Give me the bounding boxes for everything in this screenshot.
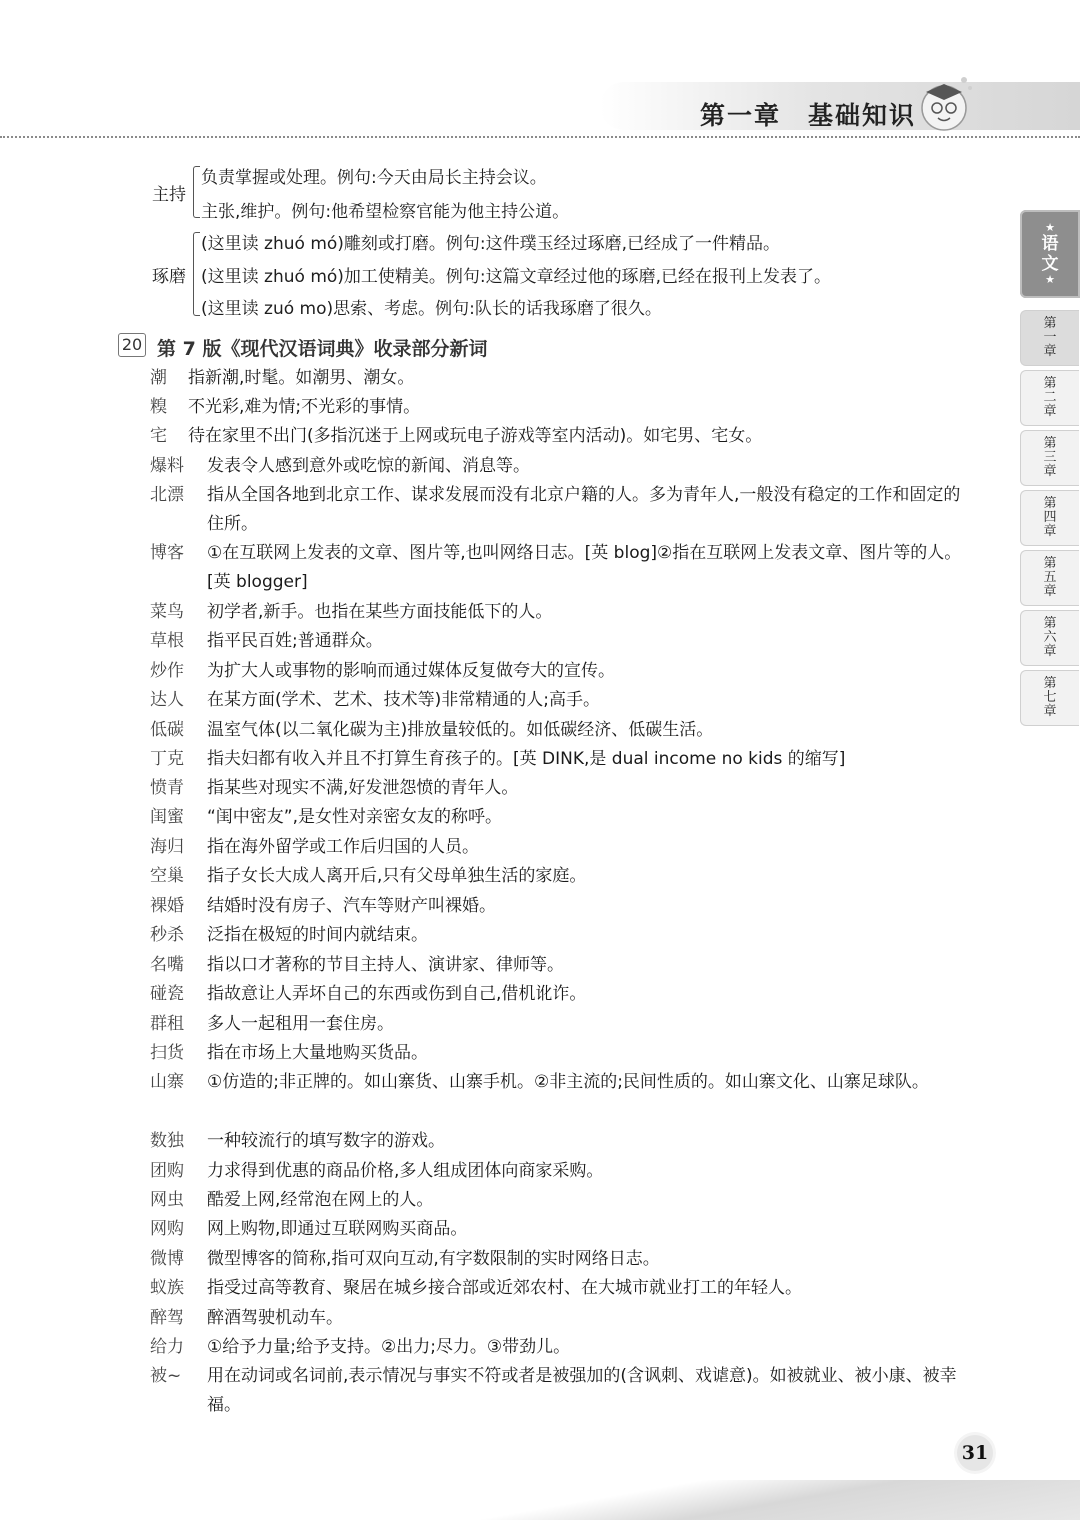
tab-label: 第	[1043, 676, 1057, 691]
entry-definition: 初学者,新手。也指在某些方面技能低下的人。	[207, 602, 553, 622]
tab-subject-label: 文	[1041, 254, 1059, 274]
entry-term: 闺蜜	[150, 807, 184, 827]
tab-label: 一	[1043, 330, 1057, 345]
tab-label: 章	[1043, 524, 1057, 539]
entry-term: 菜鸟	[150, 602, 184, 622]
polysemy-sense: 主张,维护。例句:他希望检察官能为他主持公道。	[201, 202, 570, 222]
chapter-header-title: 第一章 基础知识	[700, 101, 917, 130]
tab-label: 第	[1043, 616, 1057, 631]
entry-term: 扫货	[150, 1043, 184, 1063]
tab-chapter-7[interactable]	[1020, 670, 1079, 726]
entry-term: 炒作	[150, 661, 184, 681]
entry-definition: ①在互联网上发表的文章、图片等,也叫网络日志。[英 blog]②指在互联网上发表文章、图片等的人。[英 blogger]	[207, 543, 962, 592]
entry-term: 达人	[150, 690, 184, 710]
tab-label: 第	[1043, 376, 1057, 391]
entry-definition: 多人一起租用一套住房。	[207, 1014, 394, 1034]
entry-definition: 待在家里不出门(多指沉迷于上网或玩电子游戏等室内活动)。如宅男、宅女。	[188, 426, 763, 446]
star-icon: ★	[1045, 273, 1055, 286]
entry-term: 数独	[150, 1131, 184, 1151]
entry-definition: “闺中密友”,是女性对亲密女友的称呼。	[207, 807, 503, 827]
entry-definition: 微型博客的简称,指可双向互动,有字数限制的实时网络日志。	[207, 1249, 660, 1269]
entry-term: 给力	[150, 1337, 184, 1357]
entry-term: 团购	[150, 1161, 184, 1181]
entry-term: 丁克	[150, 749, 184, 769]
entry-definition: 在某方面(学术、艺术、技术等)非常精通的人;高手。	[207, 690, 600, 710]
entry-definition: 指在海外留学或工作后归国的人员。	[207, 837, 479, 857]
entry-term: 海归	[150, 837, 184, 857]
polysemy-sense: (这里读 zhuó mó)雕刻或打磨。例句:这件璞玉经过琢磨,已经成了一件精品。	[201, 234, 781, 254]
entry-term: 网虫	[150, 1190, 184, 1210]
tab-label: 二	[1043, 390, 1057, 405]
tab-subject-chinese[interactable]	[1020, 210, 1080, 298]
tab-label: 章	[1043, 464, 1057, 479]
tab-label: 章	[1043, 404, 1057, 419]
entry-definition: ①给予力量;给予支持。②出力;尽力。③带劲儿。	[207, 1337, 571, 1357]
footer-decoration	[300, 1480, 1080, 1520]
entry-definition: 结婚时没有房子、汽车等财产叫裸婚。	[207, 896, 496, 916]
tab-label: 章	[1043, 584, 1057, 599]
entry-term: 宅	[150, 426, 167, 446]
entry-term: 山寨	[150, 1072, 184, 1092]
tab-chapter-6[interactable]	[1020, 610, 1079, 666]
entry-term: 空巢	[150, 866, 184, 886]
entry-term: 微博	[150, 1249, 184, 1269]
entry-term: 潮	[150, 368, 167, 388]
entry-term: 糗	[150, 397, 167, 417]
tab-label: 四	[1043, 510, 1057, 525]
polysemy-term: 主持	[152, 185, 186, 205]
entry-definition: 一种较流行的填写数字的游戏。	[207, 1131, 445, 1151]
entry-term: 名嘴	[150, 955, 184, 975]
entry-term: 蚁族	[150, 1278, 184, 1298]
entry-definition: 醉酒驾驶机动车。	[207, 1308, 343, 1328]
entry-term: 网购	[150, 1219, 184, 1239]
entry-term: 醉驾	[150, 1308, 184, 1328]
entry-term: 群租	[150, 1014, 184, 1034]
entry-term: 裸婚	[150, 896, 184, 916]
tab-label: 六	[1043, 630, 1057, 645]
tab-label: 第	[1043, 496, 1057, 511]
tab-chapter-2[interactable]	[1020, 370, 1079, 426]
entry-term: 北漂	[150, 485, 184, 505]
entry-definition: 指夫妇都有收入并且不打算生育孩子的。[英 DINK,是 dual income no kids 的缩写]	[207, 749, 846, 769]
entry-definition: 用在动词或名词前,表示情况与事实不符或者是被强加的(含讽刺、戏谑意)。如被就业、被小康、被幸福。	[207, 1366, 957, 1415]
entry-term: 博客	[150, 543, 184, 563]
entry-definition: 酷爱上网,经常泡在网上的人。	[207, 1190, 434, 1210]
star-icon: ★	[1045, 221, 1055, 234]
entry-term: 低碳	[150, 720, 184, 740]
tab-label: 章	[1043, 644, 1057, 659]
entry-term: 草根	[150, 631, 184, 651]
polysemy-sense: 负责掌握或处理。例句:今天由局长主持会议。	[201, 168, 547, 188]
polysemy-sense: (这里读 zuó mo)思索、考虑。例句:队长的话我琢磨了很久。	[201, 299, 662, 319]
entry-definition: 指某些对现实不满,好发泄怨愤的青年人。	[207, 778, 519, 798]
entry-term: 爆料	[150, 456, 184, 476]
tab-subject-label: 语	[1041, 234, 1059, 254]
tab-chapter-3[interactable]	[1020, 430, 1079, 486]
tab-chapter-4[interactable]	[1020, 490, 1079, 546]
section-title: 第 7 版《现代汉语词典》收录部分新词	[157, 338, 488, 360]
polysemy-sense: (这里读 zhuó mó)加工使精美。例句:这篇文章经过他的琢磨,已经在报刊上发表了。	[201, 267, 832, 287]
section-number: 20	[118, 333, 146, 357]
entry-definition: 网上购物,即通过互联网购买商品。	[207, 1219, 468, 1239]
entry-definition: 指子女长大成人离开后,只有父母单独生活的家庭。	[207, 866, 587, 886]
bracket	[193, 232, 200, 316]
polysemy-term: 琢磨	[152, 267, 186, 287]
entry-definition: 指故意让人弄坏自己的东西或伤到自己,借机讹诈。	[207, 984, 587, 1004]
entry-definition: ①仿造的;非正牌的。如山寨货、山寨手机。②非主流的;民间性质的。如山寨文化、山寨足球队。	[207, 1072, 929, 1092]
bracket	[193, 166, 200, 218]
entry-definition: 指从全国各地到北京工作、谋求发展而没有北京户籍的人。多为青年人,一般没有稳定的工作和固定的住所。	[207, 485, 961, 534]
tab-label: 五	[1043, 570, 1057, 585]
tab-label: 七	[1043, 690, 1057, 705]
entry-definition: 温室气体(以二氧化碳为主)排放量较低的。如低碳经济、低碳生活。	[207, 720, 714, 740]
entry-definition: 力求得到优惠的商品价格,多人组成团体向商家采购。	[207, 1161, 604, 1181]
chapter-tabs	[1020, 210, 1080, 730]
entry-term: 愤青	[150, 778, 184, 798]
entry-definition: 不光彩,难为情;不光彩的事情。	[188, 397, 421, 417]
header-dotted-rule	[0, 136, 1080, 138]
entry-term: 被~	[150, 1366, 182, 1386]
tab-label: 章	[1043, 704, 1057, 719]
tab-label: 章	[1043, 344, 1057, 359]
tab-chapter-1[interactable]	[1020, 310, 1079, 366]
entry-definition: 发表令人感到意外或吃惊的新闻、消息等。	[207, 456, 530, 476]
entry-definition: 指在市场上大量地购买货品。	[207, 1043, 428, 1063]
entry-definition: 指受过高等教育、聚居在城乡接合部或近郊农村、在大城市就业打工的年轻人。	[207, 1278, 802, 1298]
tab-label: 三	[1043, 450, 1057, 465]
entry-definition: 指以口才著称的节目主持人、演讲家、律师等。	[207, 955, 564, 975]
entry-definition: 为扩大人或事物的影响而通过媒体反复做夸大的宣传。	[207, 661, 615, 681]
page-number: 31	[957, 1435, 993, 1471]
tab-label: 第	[1043, 436, 1057, 451]
mascot-scholar-icon	[912, 70, 976, 134]
entry-definition: 指平民百姓;普通群众。	[207, 631, 383, 651]
entry-definition: 指新潮,时髦。如潮男、潮女。	[188, 368, 415, 388]
entry-definition: 泛指在极短的时间内就结束。	[207, 925, 428, 945]
entry-term: 碰瓷	[150, 984, 184, 1004]
tab-chapter-5[interactable]	[1020, 550, 1079, 606]
tab-label: 第	[1043, 556, 1057, 571]
tab-label: 第	[1043, 316, 1057, 331]
entry-term: 秒杀	[150, 925, 184, 945]
